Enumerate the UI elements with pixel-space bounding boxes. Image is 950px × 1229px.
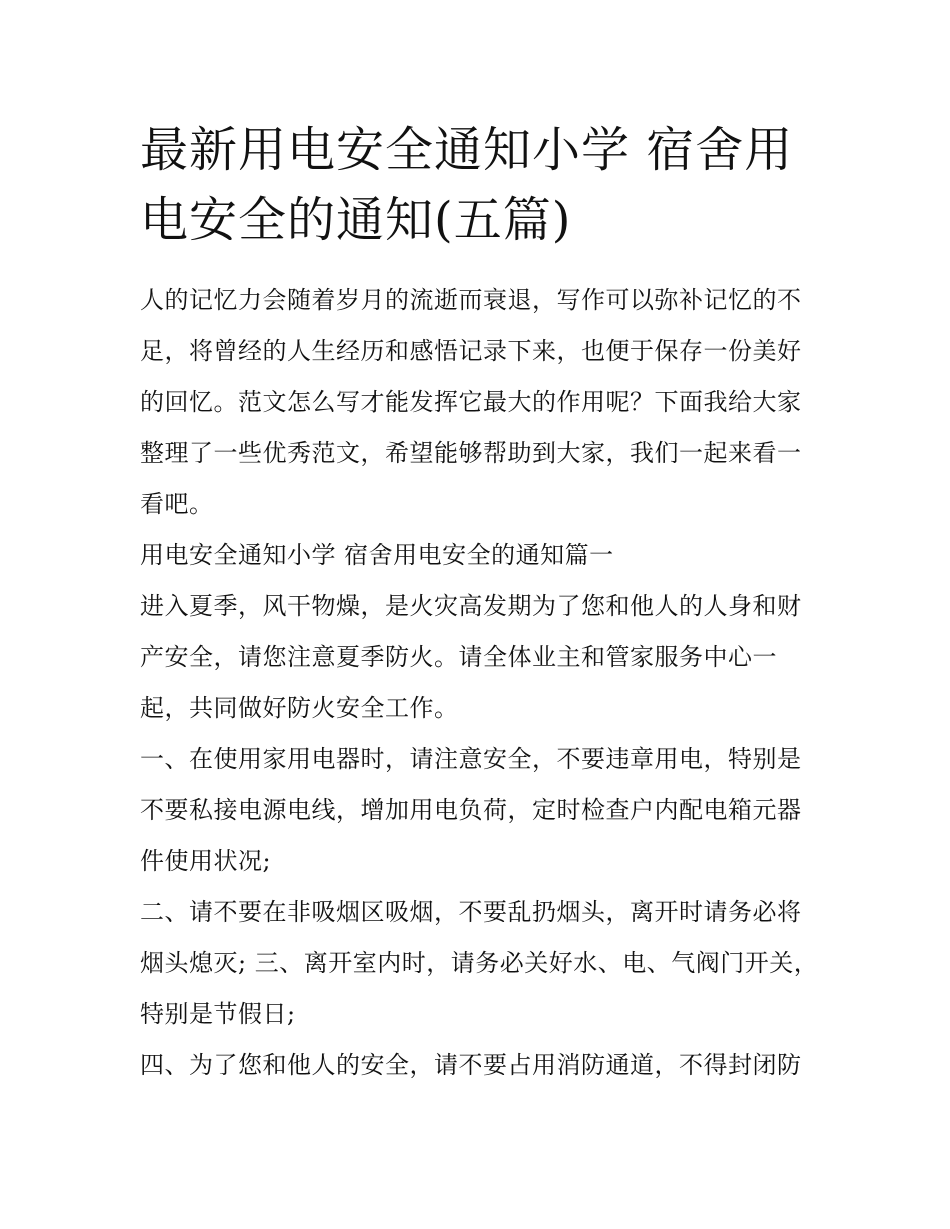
list-item-4: 四、为了您和他人的安全，请不要占用消防通道，不得封闭防 — [140, 1051, 802, 1079]
section-heading: 用电安全通知小学 宿舍用电安全的通知篇一 — [140, 541, 614, 569]
list-item-2: 二、请不要在非吸烟区吸烟，不要乱扔烟头，离开时请务必将烟头熄灭; 三、离开室内时，请务必关好水、电、气阀门开关，特别是节假日; — [140, 898, 819, 1028]
intro-paragraph: 人的记忆力会随着岁月的流逝而衰退，写作可以弥补记忆的不足，将曾经的人生经历和感悟记录下来，也便于保存一份美好的回忆。范文怎么写才能发挥它最大的作用呢？下面我给大家整理了一些优秀范文，希望能够帮助到大家，我们一起来看一看吧。 — [140, 286, 802, 518]
document-title: 最新用电安全通知小学 宿舍用电安全的通知(五篇) — [140, 122, 794, 248]
list-item-1: 一、在使用家用电器时，请注意安全，不要违章用电，特别是不要私接电源电线，增加用电负荷，定时检查户内配电箱元器件使用状况; — [140, 745, 802, 875]
body-paragraph: 进入夏季，风干物燥，是火灾高发期为了您和他人的人身和财产安全，请您注意夏季防火。请全体业主和管家服务中心一起，共同做好防火安全工作。 — [140, 592, 802, 722]
document-page — [140, 115, 820, 1091]
